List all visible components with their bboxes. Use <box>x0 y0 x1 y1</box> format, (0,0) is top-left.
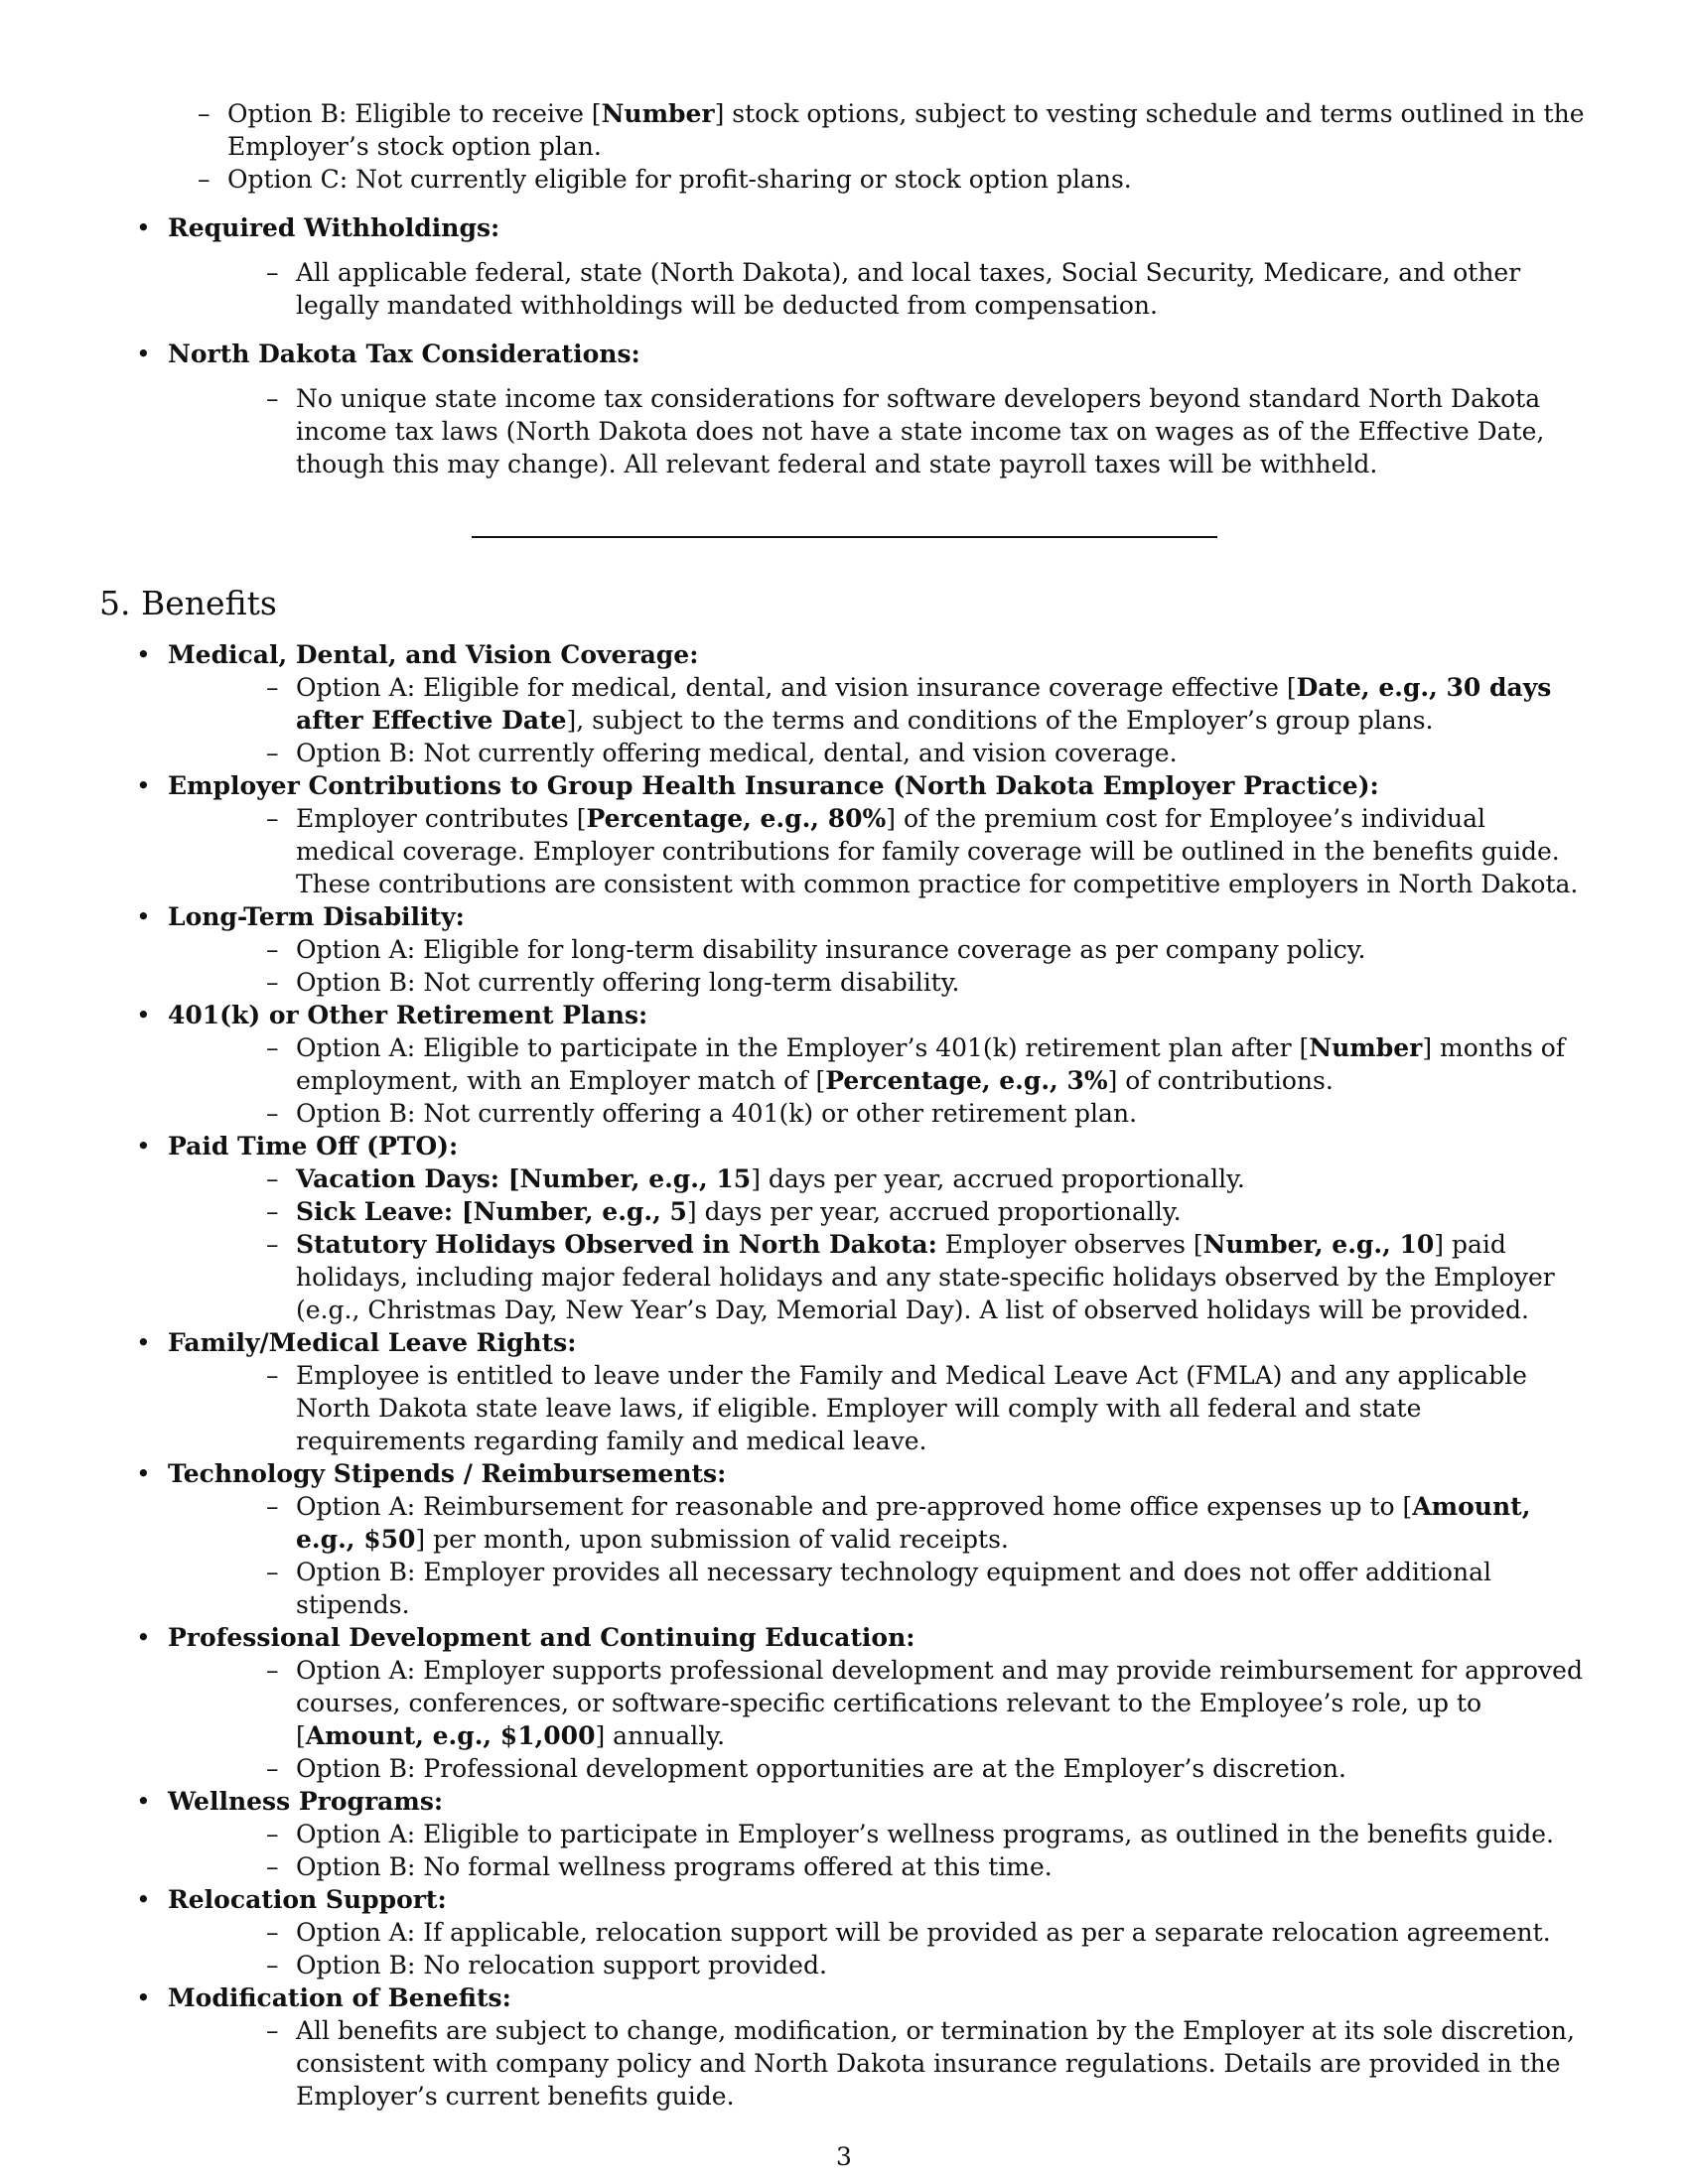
bullet-icon: • <box>136 1132 151 1160</box>
sub-list-item <box>99 163 1589 196</box>
dash-icon: – <box>266 673 279 702</box>
list-item-heading: Relocation Support: <box>168 1885 447 1914</box>
sub-list <box>168 256 1589 322</box>
sub-list <box>168 1654 1589 1785</box>
dash-icon: – <box>266 1656 279 1685</box>
sub-list-item <box>168 1818 1589 1850</box>
list-item <box>99 1130 1589 1326</box>
bullet-icon: • <box>136 1623 151 1652</box>
bold-text: Amount, e.g., $1,000 <box>305 1721 596 1750</box>
bullet-icon: • <box>136 1459 151 1488</box>
sub-list-item <box>168 1556 1589 1621</box>
text: ] per month, upon submission of valid receipts. <box>415 1525 1009 1554</box>
text: Option A: Reimbursement for reasonable and pre-approved home office expenses up to [ <box>296 1492 1413 1521</box>
text: ] days per year, accrued proportionally. <box>751 1164 1245 1193</box>
text: Option A: Eligible for long-term disability insurance coverage as per company policy. <box>296 935 1366 964</box>
dash-icon: – <box>266 1164 279 1193</box>
sub-list-item <box>168 933 1589 966</box>
sub-list <box>168 671 1589 769</box>
list-item-heading: Long-Term Disability: <box>168 902 465 931</box>
sub-list-item <box>168 1850 1589 1883</box>
bullet-icon: • <box>136 1328 151 1357</box>
text: All benefits are subject to change, modification, or termination by the Employer at its sole discretion, consistent with company policy and North Dakota insurance regulations. Details are provided in the Employer’s current benefits guide. <box>296 2016 1575 2111</box>
sub-list-item <box>168 256 1589 322</box>
dash-icon: – <box>266 739 279 767</box>
sub-list-item <box>168 1359 1589 1457</box>
list-item <box>99 1785 1589 1883</box>
dash-icon: – <box>266 1852 279 1881</box>
dash-icon: – <box>266 1197 279 1226</box>
dash-icon: – <box>266 1918 279 1947</box>
sub-list <box>168 2014 1589 2113</box>
text: Option B: Not currently offering medical, dental, and vision coverage. <box>296 739 1178 767</box>
list-item <box>99 1326 1589 1457</box>
sub-list-item <box>168 1162 1589 1195</box>
list-item <box>99 638 1589 769</box>
dash-icon: – <box>266 258 279 287</box>
sub-list-item <box>168 802 1589 900</box>
bold-text: Amount, e.g., $50 <box>296 1492 1531 1554</box>
dash-icon: – <box>266 804 279 833</box>
bullet-icon: • <box>136 1983 151 2012</box>
text: No unique state income tax considerations for software developers beyond standard North Dakota income tax laws (North Dakota does not have a state income tax on wages as of the Effective Date, though this may change). All relevant federal and state payroll taxes will be withheld. <box>296 384 1545 478</box>
dash-icon: – <box>198 99 211 128</box>
benefits-section <box>99 638 1589 2113</box>
text: Option A: Eligible to participate in Employer’s wellness programs, as outlined in the benefits guide. <box>296 1820 1554 1848</box>
sub-list-item <box>168 1195 1589 1228</box>
sub-list-item <box>168 671 1589 737</box>
bullet-icon: • <box>136 640 151 669</box>
dash-icon: – <box>266 1754 279 1783</box>
text: ] annually. <box>595 1721 726 1750</box>
dash-icon: – <box>266 1099 279 1128</box>
sub-list-item <box>168 1031 1589 1097</box>
text: Option B: Eligible to receive [ <box>227 99 602 128</box>
text: Option A: If applicable, relocation support will be provided as per a separate relocation agreement. <box>296 1918 1551 1947</box>
text: Option C: Not currently eligible for profit-sharing or stock option plans. <box>227 165 1132 194</box>
text: ] stock options, subject to vesting schedule and terms outlined in the Employer’s stock option plan. <box>227 99 1585 161</box>
list-item <box>99 1457 1589 1621</box>
list-item-heading: 401(k) or Other Retirement Plans: <box>168 1001 648 1029</box>
dash-icon: – <box>198 165 211 194</box>
sub-list <box>168 1359 1589 1457</box>
bold-text: Number <box>1309 1033 1423 1062</box>
bullet-icon: • <box>136 1885 151 1914</box>
sub-list <box>168 802 1589 900</box>
text: Option B: No relocation support provided. <box>296 1951 827 1979</box>
text: ] of contributions. <box>1107 1066 1334 1095</box>
bullet-icon: • <box>136 1001 151 1029</box>
bold-text: Vacation Days: [Number, e.g., 15 <box>296 1164 752 1193</box>
text: ] paid holidays, including major federal holidays and any state-specific holidays observed by the Employer (e.g., Christmas Day, New Year’s Day, Memorial Day). A list of observed holidays will be provided. <box>296 1230 1555 1324</box>
text: Option B: No formal wellness programs offered at this time. <box>296 1852 1053 1881</box>
bold-text: Number <box>601 99 715 128</box>
dash-icon: – <box>266 1951 279 1979</box>
section-number: 5. <box>99 584 131 622</box>
bold-text: Sick Leave: [Number, e.g., 5 <box>296 1197 687 1226</box>
list-item-heading: Technology Stipends / Reimbursements: <box>168 1459 727 1488</box>
list-item-heading: Employer Contributions to Group Health Insurance (North Dakota Employer Practice): <box>168 771 1379 800</box>
sub-list-item <box>168 1654 1589 1752</box>
sub-list <box>168 1031 1589 1130</box>
text: Option B: Employer provides all necessary technology equipment and does not offer additional stipends. <box>296 1558 1491 1619</box>
dash-icon: – <box>266 968 279 997</box>
list-item <box>99 1981 1589 2113</box>
dash-icon: – <box>266 935 279 964</box>
list-item <box>99 338 1589 480</box>
sub-list-item <box>99 97 1589 163</box>
stock-option-list <box>99 97 1589 196</box>
text: Option B: Not currently offering long-term disability. <box>296 968 960 997</box>
text: Option B: Professional development opportunities are at the Employer’s discretion. <box>296 1754 1346 1783</box>
page-number: 3 <box>836 2142 852 2171</box>
sub-list-item <box>168 1916 1589 1949</box>
benefits-list <box>99 638 1589 2113</box>
text: Employer observes [ <box>936 1230 1203 1259</box>
text: Option B: Not currently offering a 401(k) or other retirement plan. <box>296 1099 1138 1128</box>
section-divider <box>472 536 1217 538</box>
dash-icon: – <box>266 384 279 413</box>
text: ] months of employment, with an Employer match of [ <box>296 1033 1566 1095</box>
dash-icon: – <box>266 1558 279 1586</box>
sub-list <box>168 933 1589 999</box>
list-item-heading: Wellness Programs: <box>168 1787 444 1816</box>
bold-text: Number, e.g., 10 <box>1202 1230 1435 1259</box>
compensation-items-list <box>99 211 1589 480</box>
sub-list <box>168 1818 1589 1883</box>
text: Option A: Eligible to participate in the Employer’s 401(k) retirement plan after [ <box>296 1033 1310 1062</box>
sub-list-item <box>168 737 1589 769</box>
sub-list <box>168 1490 1589 1621</box>
text: Employer contributes [ <box>296 804 587 833</box>
list-item-heading: Professional Development and Continuing Education: <box>168 1623 915 1652</box>
dash-icon: – <box>266 2016 279 2045</box>
list-item <box>99 1621 1589 1785</box>
dash-icon: – <box>266 1033 279 1062</box>
sub-list-item <box>168 1490 1589 1556</box>
section-title: Benefits <box>141 584 277 622</box>
text: Option A: Employer supports professional development and may provide reimbursement for approved courses, conferences, or software-specific certifications relevant to the Employee’s role, up to [ <box>296 1656 1583 1750</box>
sub-list <box>168 1916 1589 1981</box>
dash-icon: – <box>266 1820 279 1848</box>
dash-icon: – <box>266 1230 279 1259</box>
dash-icon: – <box>266 1492 279 1521</box>
list-item <box>99 900 1589 999</box>
bullet-icon: • <box>136 771 151 800</box>
list-item <box>99 769 1589 900</box>
text: Employee is entitled to leave under the Family and Medical Leave Act (FMLA) and any applicable North Dakota state leave laws, if eligible. Employer will comply with all federal and state requirements regarding family and medical leave. <box>296 1361 1527 1455</box>
bullet-icon: • <box>136 340 151 368</box>
list-item-heading: Medical, Dental, and Vision Coverage: <box>168 640 699 669</box>
sub-list <box>168 382 1589 480</box>
list-item <box>99 999 1589 1130</box>
text: ] of the premium cost for Employee’s individual medical coverage. Employer contributions for family coverage will be outlined in the benefits guide. These contributions are consistent with common practice for competitive employers in North Dakota. <box>296 804 1579 898</box>
bold-text: Date, e.g., 30 days after Effective Date <box>296 673 1552 735</box>
sub-list-item <box>168 1949 1589 1981</box>
list-item-heading: North Dakota Tax Considerations: <box>168 340 640 368</box>
bullet-icon: • <box>136 1787 151 1816</box>
text: ] days per year, accrued proportionally. <box>686 1197 1182 1226</box>
bold-text: Percentage, e.g., 80% <box>586 804 887 833</box>
bold-text: Percentage, e.g., 3% <box>825 1066 1108 1095</box>
sub-list-item <box>168 2014 1589 2113</box>
sub-list-item <box>168 1097 1589 1130</box>
sub-list-item <box>168 382 1589 480</box>
text: ], subject to the terms and conditions of the Employer’s group plans. <box>566 706 1434 735</box>
sub-list-item <box>168 1228 1589 1326</box>
list-item-heading: Required Withholdings: <box>168 213 500 242</box>
dash-icon: – <box>266 1361 279 1390</box>
sub-list <box>168 1162 1589 1326</box>
bullet-icon: • <box>136 902 151 931</box>
list-item-heading: Paid Time Off (PTO): <box>168 1132 459 1160</box>
bold-text: Statutory Holidays Observed in North Dakota: <box>296 1230 937 1259</box>
sub-list-item <box>168 1752 1589 1785</box>
compensation-continued <box>99 97 1589 480</box>
bullet-icon: • <box>136 213 151 242</box>
text: All applicable federal, state (North Dakota), and local taxes, Social Security, Medicare, and other legally mandated withholdings will be deducted from compensation. <box>296 258 1521 320</box>
list-item-heading: Modification of Benefits: <box>168 1983 511 2012</box>
sub-list-item <box>168 966 1589 999</box>
text: Option A: Eligible for medical, dental, and vision insurance coverage effective [ <box>296 673 1297 702</box>
list-item <box>99 211 1589 322</box>
section-heading <box>99 584 277 623</box>
list-item <box>99 1883 1589 1981</box>
list-item-heading: Family/Medical Leave Rights: <box>168 1328 577 1357</box>
